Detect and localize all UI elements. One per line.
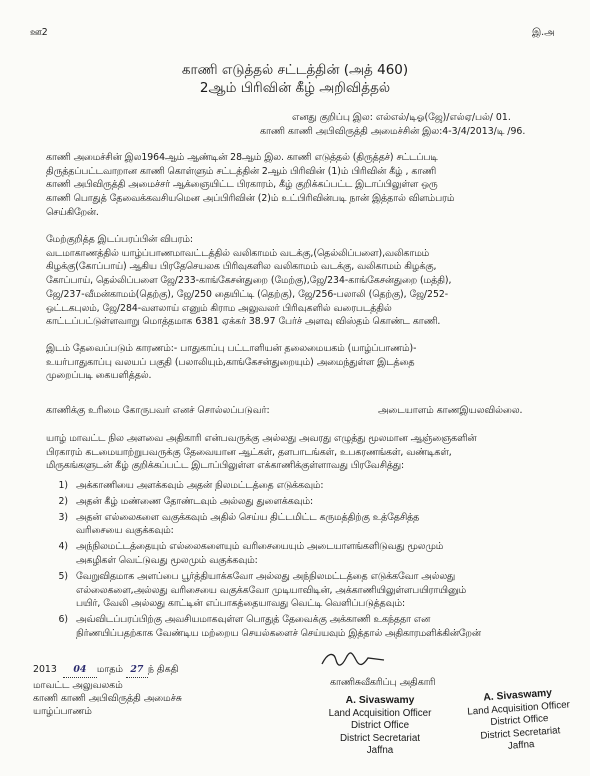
- signatory-place: Jaffna: [366, 745, 394, 756]
- date-year: 2013: [33, 664, 57, 675]
- reason-section: [46, 342, 554, 383]
- date-month-label: மாதம்: [96, 664, 123, 675]
- item-number: 1): [58, 480, 68, 491]
- date-day-suffix: ந் திகதி: [147, 664, 179, 675]
- item-text: நிர்ணயிப்பதற்காக வேண்டிய மற்றைய செயல்களைச் செய்யவும் இத்தால் அதிகாரமளிக்கின்றேன்: [76, 627, 481, 639]
- intro-paragraph: [46, 151, 554, 220]
- intro-line: திருத்தப்பட்டவாறான காணி கொள்ளும் சட்டத்தின் 2ஆம் பிரிவின் (1)ம் பிரிவின் கீழ் , காணி: [46, 165, 437, 177]
- signatory-role: Land Acquisition Officer: [328, 707, 432, 719]
- authorization-line: யாழ் மாவட்ட நில அளவை அதிகாரி என்பவருக்கு அல்லது அவரது எழுத்து மூலமான ஆஞ்ஞைகளின்: [46, 433, 477, 444]
- item-number: 4): [58, 541, 68, 553]
- office-line-1: மாவட்ட அலுவலகம்: [33, 680, 123, 691]
- item-text: அகழிகள் வெட்டுவது மூலமும் வகுக்கவும்:: [76, 554, 258, 566]
- item-text: அந்நிலமட்டத்தையும் எல்லைகளையும் வரிசையையும் அடையாளங்களிடுவது மூலமும்: [76, 541, 444, 553]
- page-mark-left: ஊ2: [30, 27, 48, 38]
- stamp-place: Jaffna: [507, 739, 535, 752]
- signatory-seal: [305, 695, 455, 758]
- stamp-role: Land Acquisition Officer: [466, 698, 571, 718]
- notice-title: காணி எடுத்தல் சட்டத்தின் (அத் 460): [181, 62, 409, 78]
- reason-line: இடம் தேவைப்படும் காரணம்:- பாதுகாப்பு பட்டாளியன் தலைமையகம் (யாழ்ப்பாணம்)-: [46, 343, 417, 354]
- item-text: அக்காணியை அளக்கவும் அதன் நிலமட்டத்தை எடுக்கவும்:: [76, 480, 324, 491]
- item-text: எல்லைகளை,அல்லது வரிசையை வகுக்கவோ முடியாவிடின், அக்காணியிலுள்ளபயிராயினும்: [76, 584, 467, 596]
- list-item: [46, 479, 556, 493]
- date-line: [33, 663, 178, 678]
- item-text: அதன் எல்லைகளை வகுக்கவும் அதில் செய்ய திட்டமிட்ட கருமத்திற்கு உத்தேசித்த: [76, 511, 420, 523]
- office-line-3: யாழ்ப்பாணம்: [33, 706, 92, 717]
- authorization-paragraph: [46, 432, 554, 473]
- stamp-name: A. Sivaswamy: [483, 687, 553, 704]
- signatory-name: A. Sivaswamy: [345, 695, 415, 706]
- item-number: 2): [58, 495, 68, 507]
- notice-subtitle: 2ஆம் பிரிவின் கீழ் அறிவித்தல்: [199, 80, 391, 96]
- schedule-line: கோப்பாய், தெல்லிப்பளை ஜே/233-காங்கேசன்துறை (மேற்கு),ஜே/234-காங்கேசன்துறை (மத்தி),: [46, 275, 452, 287]
- list-item: [46, 570, 556, 611]
- date-month-handwritten: 04: [73, 664, 87, 675]
- schedule-section: [46, 233, 554, 329]
- item-text: அதன் கீழ் மண்ணை தோண்டவும் அல்லது துளைக்கவும்:: [76, 495, 314, 507]
- stamp-secretariat: District Secretariat: [480, 724, 561, 742]
- actions-list: [46, 479, 556, 643]
- our-reference: எனது குறிப்பு இல: எல்எல்/டிஓ(ஜே)/எல்ஏ/பல்/ 01.: [292, 112, 511, 123]
- intro-line: செய்கிறேன்.: [46, 206, 99, 218]
- schedule-line: ஒட்டகபுலம், ஜே/284-வளலாய் எனும் கிராம அலுவலர் பிரிவுகளில் வரைபடத்தில்: [46, 302, 392, 314]
- schedule-line: வடமாகாணத்தில் யாழ்ப்பாணமாவட்டத்தில் வலிகாமம் வடக்கு,(தெல்லிப்பளை),வலிகாமம்: [46, 247, 430, 259]
- item-text: வேறுவிதமாக அளப்பை பூர்த்தியாக்கவோ அல்லது அந்நிலமட்டத்தை எடுக்கவோ அல்லது: [76, 570, 456, 582]
- schedule-line: ஜே/237-வீமன்காமம்(தெற்கு), ஜே/250 தையிட்டி (தெற்கு), ஜே/256-பலாலி (தெற்கு), ஜே/252-: [46, 288, 449, 300]
- list-item: [46, 495, 556, 509]
- schedule-line: காட்டப்பட்டுள்ளவாறு மொத்தமாக 6381 ஏக்கர் 38.97 பேர்ச் அளவு விஸ்தம் கொண்ட காணி.: [46, 316, 441, 328]
- list-item: [46, 511, 556, 539]
- signatory-office: District Office: [350, 720, 410, 731]
- list-item: [46, 540, 556, 568]
- schedule-heading: மேற்குறித்த இடப்பரப்பின் விபரம்:: [46, 234, 194, 245]
- reason-line: முறைப்படி கையளித்தல்.: [46, 370, 152, 382]
- reason-line: உயர்பாதுகாப்பு வலயப் பகுதி (பலாலியும்,காங்கேசன்துறையும்) அமைந்துள்ள இடத்தை: [46, 356, 415, 368]
- list-item: [46, 613, 556, 641]
- item-text: அவ்விடப்பரப்பிற்கு அவசியமாகவுள்ள பொதுத் தேவைக்கு அக்காணி உகந்ததா என: [76, 614, 431, 626]
- claimant-label: காணிக்கு உரிமை கோருபவர் எனச் சொல்லப்படுவர்:: [46, 405, 270, 416]
- item-number: 6): [58, 614, 68, 626]
- authorization-line: மிருகங்களுடன் கீழ் குறிக்கப்பட்ட இடாப்பிலுள்ள எக்காணிக்குள்ளாவது பிரவேசித்து:: [46, 460, 405, 472]
- item-text: பயிர், வேலி அல்லது காட்டின் எப்பாகத்தையாவது வெட்டி வெளிப்படுத்தவும்:: [76, 598, 406, 610]
- intro-line: காணி அமைச்சின் இல1964ஆம் ஆண்டின் 28ஆம் இல. காணி எடுத்தல் (திருத்தச்) சட்டப்படி: [46, 152, 438, 163]
- intro-line: காணி பொதுத் தேவைக்கவசியமென அப்பிரிவின் (2)ம் உட்பிரிவின்படி நான் இத்தால் விளம்பரம்: [46, 193, 455, 205]
- signatory-title: காணிசுவீகரிப்பு அதிகாரி: [330, 677, 436, 688]
- item-text: வரிசையை வகுக்கவும்:: [76, 525, 174, 537]
- stamp-office: District Office: [490, 712, 549, 729]
- item-number: 5): [58, 570, 68, 582]
- claimant-value: அடையாளம் காணஇயலவில்லை.: [378, 405, 523, 416]
- item-number: 3): [58, 511, 68, 523]
- schedule-line: கிழக்கு(கோப்பாய்) ஆகிய பிரதேசெயலக பிரிவுகளில வலிகாமம் வடக்கு, வலிகாமம் கிழக்கு,: [46, 261, 437, 273]
- page-mark-right: இ.அ: [532, 27, 555, 38]
- signatory-secretariat: District Secretariat: [339, 732, 421, 744]
- official-stamp: [450, 685, 589, 757]
- ministry-reference: காணி காணி அபிவிருத்தி அமைச்சின் இல:4-3/4/2013/டி /96.: [260, 126, 526, 137]
- date-day-handwritten: 27: [130, 664, 144, 675]
- authorization-line: பிரகாரம் கடமையாற்றுபவருக்கு தேவையான ஆட்கள், தளபாடங்கள், உபகரணங்கள், வண்டிகள்,: [46, 446, 452, 458]
- intro-line: காணி அபிவிருத்தி அமைச்சர் ஆக்ஞையிட்ட பிரகாரம், கீழ் குறிக்கப்பட்ட இடாப்பிலுள்ள ஒரு: [46, 179, 438, 191]
- office-line-2: காணி காணி அபிவிருத்தி அமைச்சு: [33, 693, 182, 704]
- signature-scribble: [318, 648, 388, 670]
